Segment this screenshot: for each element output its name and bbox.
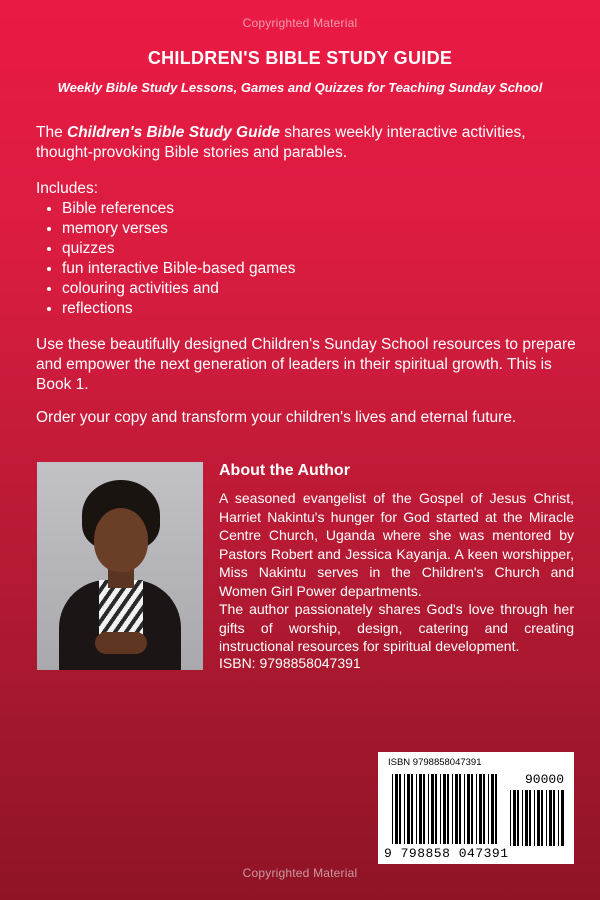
usage-paragraph: Use these beautifully designed Children's Sunday School resources to prepare and empower the next generation of leaders in their spiritual growth. This is Book 1. [36,336,576,393]
author-bio [219,489,574,656]
list-item: • colouring activities and [62,279,576,299]
cover-subtitle: Weekly Bible Study Lessons, Games and Quizzes for Teaching Sunday School [57,80,543,95]
list-item: • fun interactive Bible-based games [62,259,576,279]
author-photo [37,462,203,670]
list-item: • reflections [62,299,576,319]
watermark-top: Copyrighted Material [242,16,358,30]
barcode-digits: 9 798858 047391 [384,846,509,861]
barcode-price-code: 90000 [524,772,564,787]
author-bio-paragraph: A seasoned evangelist of the Gospel of Jesus Christ, Harriet Nakintu's hunger for God started at the Miracle Centre Church, Uganda where she was mentored by Pastors Robert and Jessica Kayanja. A keen worshipper, Miss Nakintu serves in the Children's Church and Women Girl Power departments. [219,490,574,599]
about-author-heading: About the Author [219,462,350,479]
includes-list [36,199,576,319]
book-title-emphasis: Children's Bible Study Guide [67,124,280,141]
barcode-isbn-label: ISBN 9798858047391 [388,757,482,768]
author-bio-paragraph: The author passionately shares God's love through her gifts of worship, design, catering and creating instructional resources for spiritual development. [219,601,574,654]
list-item: • memory verses [62,219,576,239]
cover-title: CHILDREN'S BIBLE STUDY GUIDE [147,48,453,68]
includes-section [36,179,576,319]
list-item: • Bible references [62,199,576,219]
barcode-box [378,752,574,864]
includes-label: Includes: [36,180,99,197]
order-paragraph: Order your copy and transform your children's lives and eternal future. [36,409,517,426]
isbn-text: ISBN: 9798858047391 [219,655,361,671]
list-item: • quizzes [62,239,576,259]
watermark-bottom: Copyrighted Material [242,866,358,880]
intro-paragraph: The Children's Bible Study Guide shares weekly interactive activities, thought-provoking Bible stories and parables. [36,124,526,161]
